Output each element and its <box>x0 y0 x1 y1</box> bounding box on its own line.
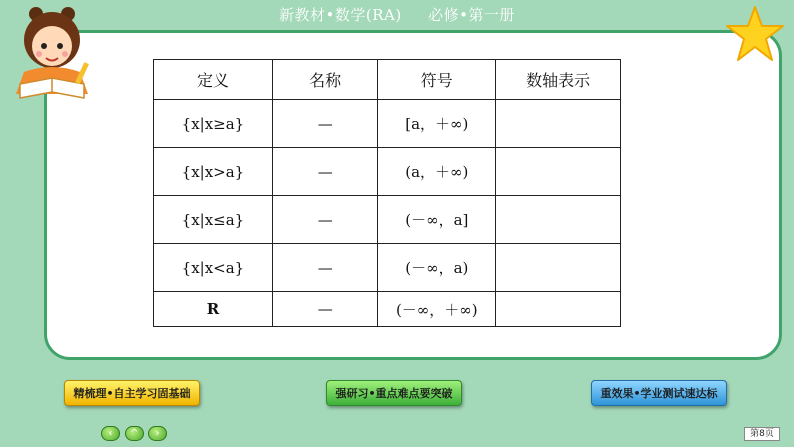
cell-definition: R <box>154 292 273 327</box>
book-volume: 必修•第一册 <box>428 6 515 24</box>
cell-name: — <box>272 196 378 244</box>
reading-girl-icon <box>2 2 102 102</box>
chevron-left-icon: ‹ <box>108 428 113 439</box>
cell-name: — <box>272 100 378 148</box>
table-row <box>154 244 621 292</box>
cell-name: — <box>272 292 378 327</box>
header-number-line: 数轴表示 <box>496 60 621 100</box>
table-row <box>154 148 621 196</box>
header-symbol: 符号 <box>378 60 496 100</box>
previous-page-button[interactable] <box>101 426 120 441</box>
cell-symbol: (－∞，a] <box>378 196 496 244</box>
cell-number-line <box>496 244 621 292</box>
cell-number-line <box>496 100 621 148</box>
cell-definition: {x|x≥a} <box>154 100 273 148</box>
chevron-right-icon: › <box>155 428 160 439</box>
page-number: 第8页 <box>744 427 780 441</box>
cell-symbol: (－∞，＋∞) <box>378 292 496 327</box>
interval-table <box>153 59 621 327</box>
nav-study-button[interactable]: 强研习•重点难点要突破 <box>326 380 462 406</box>
cell-name: — <box>272 244 378 292</box>
cell-number-line <box>496 292 621 327</box>
nav-review-button[interactable]: 精梳理•自主学习固基础 <box>64 380 200 406</box>
cell-symbol: (－∞，a) <box>378 244 496 292</box>
table-row <box>154 196 621 244</box>
book-title: 新教材•数学(RA) <box>279 6 402 24</box>
next-page-button[interactable] <box>148 426 167 441</box>
table-row <box>154 292 621 327</box>
cell-name: — <box>272 148 378 196</box>
table-row <box>154 100 621 148</box>
cell-symbol: (a，＋∞) <box>378 148 496 196</box>
star-icon <box>724 4 786 66</box>
nav-test-button[interactable]: 重效果•学业测试速达标 <box>591 380 727 406</box>
cell-definition: {x|x≤a} <box>154 196 273 244</box>
cell-number-line <box>496 148 621 196</box>
chevron-up-icon: ^ <box>130 428 139 439</box>
cell-symbol: [a，＋∞) <box>378 100 496 148</box>
cell-number-line <box>496 196 621 244</box>
cell-definition: {x|x>a} <box>154 148 273 196</box>
slide-header <box>0 0 794 30</box>
home-button[interactable] <box>125 426 144 441</box>
header-name: 名称 <box>272 60 378 100</box>
cell-definition: {x|x<a} <box>154 244 273 292</box>
table-header-row <box>154 60 621 100</box>
header-definition: 定义 <box>154 60 273 100</box>
